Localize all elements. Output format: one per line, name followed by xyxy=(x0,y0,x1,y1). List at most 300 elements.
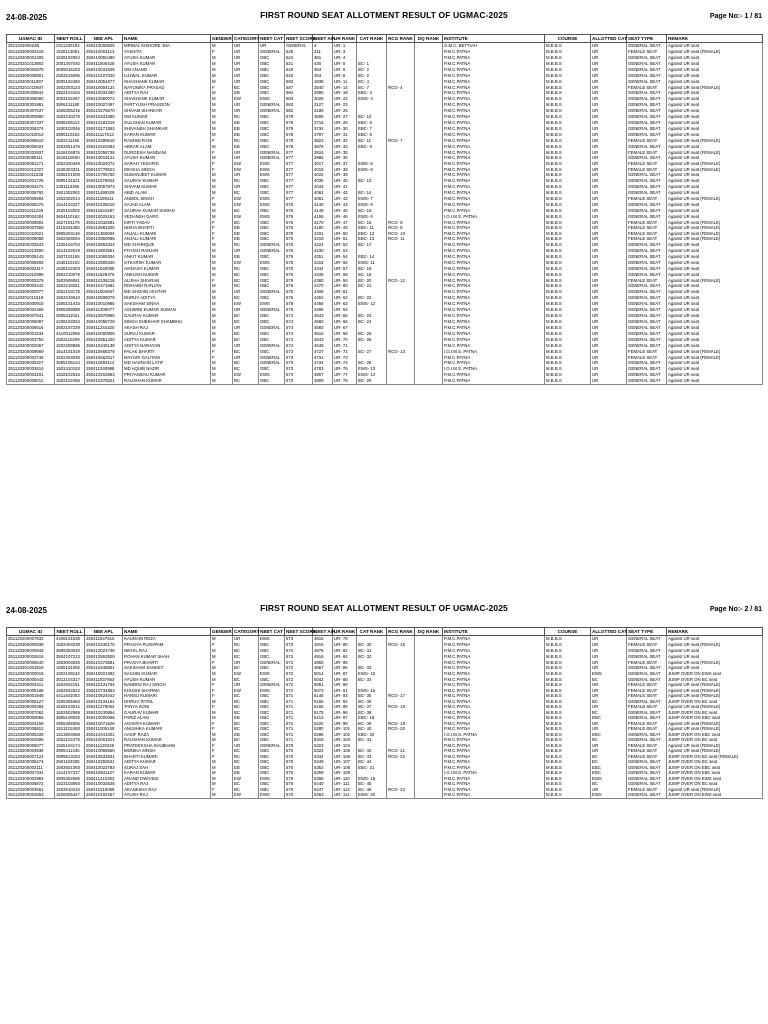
table-cell: JUMP OVER ON BC seat xyxy=(667,677,763,683)
table-cell: SHASHANK KUMAR xyxy=(123,96,211,102)
table-cell: UR xyxy=(591,704,627,710)
table-cell: GENERAL SEAT xyxy=(627,337,667,343)
table-cell: 251120200003442 xyxy=(7,283,55,289)
table-cell: 1525104174 xyxy=(55,743,85,749)
table-cell: 1514101019 xyxy=(55,349,85,355)
table-cell: M xyxy=(211,636,233,643)
table-cell: Against UR seat (FEMALE) xyxy=(667,693,763,699)
table-cell: 250410000905 xyxy=(85,331,123,337)
table-cell: RAUSHAN KUMAR xyxy=(123,378,211,385)
table-cell: JUMP OVER ON EWS seat xyxy=(667,776,763,782)
table-cell: 3604110182 xyxy=(55,214,85,220)
table-cell: 251120200202543 xyxy=(7,242,55,248)
table-cell: 1514102519 xyxy=(55,248,85,254)
table-cell: BC xyxy=(233,220,259,226)
table-cell: KAUNAIN REZA xyxy=(123,636,211,643)
table-cell: GENERAL SEAT xyxy=(627,307,667,313)
table-cell: 250410275670 xyxy=(85,108,123,114)
table-cell: 1516110550 xyxy=(55,155,85,161)
table-cell: KARAN KUMAR xyxy=(123,770,211,776)
table-cell: AKASH RAJ xyxy=(123,325,211,331)
table-cell: UR- 33 xyxy=(333,144,357,150)
table-cell: Against UR seat xyxy=(667,178,763,184)
table-cell: 1502209565 xyxy=(55,343,85,349)
table-cell: EBC- 4 xyxy=(357,90,387,96)
table-cell: BC- 15 xyxy=(357,208,387,214)
table-cell: UR- 54 xyxy=(333,254,357,260)
table-cell: 251120200308080 xyxy=(7,96,55,102)
column-header: INSTITUTE xyxy=(443,628,545,636)
table-cell: OBC xyxy=(259,313,285,319)
table-cell: OBC xyxy=(259,231,285,237)
table-cell: M xyxy=(211,283,233,289)
table-cell: M xyxy=(211,325,233,331)
table-cell: OBC xyxy=(259,79,285,85)
table-cell: GENERAL xyxy=(259,108,285,114)
table-cell: UR xyxy=(233,660,259,666)
table-cell: M.B.B.S xyxy=(545,144,591,150)
table-cell: P.M.C.PATNA xyxy=(443,313,545,319)
table-cell: 3905408306 xyxy=(55,721,85,727)
column-header: NEET ROLL xyxy=(56,36,83,41)
table-cell: M.B.B.S xyxy=(545,67,591,73)
table-cell: 250411410363 xyxy=(85,776,123,782)
table-cell: GENERAL SEAT xyxy=(627,792,667,798)
table-cell: 250410023783 xyxy=(85,765,123,771)
table-cell: UR xyxy=(591,85,627,91)
table-cell: BC xyxy=(233,378,259,385)
table-cell: EWS xyxy=(259,688,285,694)
table-cell: 5315 xyxy=(313,737,333,743)
table-cell: EW xyxy=(233,671,259,677)
table-cell: UR xyxy=(591,96,627,102)
table-cell: UR- 32 xyxy=(333,138,357,144)
table-cell: 250410505340 xyxy=(85,260,123,266)
table-cell: F xyxy=(211,754,233,760)
column-header: NEET CAT xyxy=(260,36,283,41)
table-cell: GENERAL SEAT xyxy=(627,126,667,132)
table-cell: P.M.C.PATNA xyxy=(443,360,545,366)
table-cell: 4727 xyxy=(313,349,333,355)
table-cell: 250410970868 xyxy=(85,313,123,319)
table-cell: 251120200002983 xyxy=(7,776,55,782)
table-cell: 250410071626 xyxy=(85,721,123,727)
table-cell: 250410050480 xyxy=(85,55,123,61)
table-cell: Against UR seat xyxy=(667,260,763,266)
table-cell: M.B.B.S xyxy=(545,61,591,67)
table-cell: P.M.C.PATNA xyxy=(443,178,545,184)
table-cell: GENERAL xyxy=(259,49,285,55)
table-cell: 573 xyxy=(285,636,313,643)
table-cell: 571 xyxy=(285,721,313,727)
table-cell: 1529104876 xyxy=(55,150,85,156)
table-cell: 575 xyxy=(285,295,313,301)
table-cell: EWS xyxy=(591,792,627,798)
table-cell: GENERAL SEAT xyxy=(627,266,667,272)
table-cell: RCG- 8 xyxy=(387,220,415,226)
table-cell: UR- 46 xyxy=(333,214,357,220)
table-cell: M xyxy=(211,202,233,208)
table-cell: EBC- 14 xyxy=(357,254,387,260)
table-cell: GENERAL xyxy=(259,307,285,313)
table-cell: AYUSH KUMAR xyxy=(123,155,211,161)
table-cell: GENERAL xyxy=(259,660,285,666)
table-cell: 251120200007062 xyxy=(7,710,55,716)
table-cell: Against UR seat (FEMALE) xyxy=(667,688,763,694)
table-cell: P.M.C.PATNA xyxy=(443,378,545,385)
table-cell: EWS- 13 xyxy=(357,366,387,372)
table-cell: 572 xyxy=(285,648,313,654)
table-cell: UR- 93 xyxy=(333,693,357,699)
column-header: SEAT TYPE xyxy=(627,628,667,636)
table-cell: 250410025163 xyxy=(85,214,123,220)
table-cell: BC- 25 xyxy=(357,331,387,337)
table-cell: GENERAL SEAT xyxy=(627,360,667,366)
table-cell: FEMALE SEAT xyxy=(627,349,667,355)
table-cell: 3902210078 xyxy=(55,272,85,278)
table-cell: GENERAL SEAT xyxy=(627,776,667,782)
table-cell: M.B.B.S xyxy=(545,765,591,771)
table-cell: GENERAL SEAT xyxy=(627,155,667,161)
table-cell: 576 xyxy=(285,214,313,220)
table-cell: UR xyxy=(233,184,259,190)
table-cell: 2208102034 xyxy=(55,319,85,325)
table-cell: GAURAV KUMAR xyxy=(123,710,211,716)
table-cell: 4411401003 xyxy=(55,693,85,699)
table-cell: P.M.C.PATNA xyxy=(443,743,545,749)
table-cell: RCG- 19 xyxy=(387,721,415,727)
table-cell: GENERAL SEAT xyxy=(627,759,667,765)
table-cell: M xyxy=(211,343,233,349)
table-cell: Against UR seat xyxy=(667,55,763,61)
table-cell: 251120200006376 xyxy=(7,202,55,208)
table-cell: EWS xyxy=(259,214,285,220)
table-cell: NIKHIL RAJ xyxy=(123,648,211,654)
table-cell: UR- 78 xyxy=(333,378,357,385)
table-cell: UR xyxy=(233,79,259,85)
column-header: DQ RANK xyxy=(415,35,443,43)
table-cell: UR xyxy=(591,349,627,355)
table-cell: 2540 xyxy=(313,85,333,91)
table-cell: VEDANSH GARG xyxy=(123,214,211,220)
table-cell: EWS- 20 xyxy=(357,792,387,798)
table-cell: M.B.B.S xyxy=(545,325,591,331)
table-cell xyxy=(387,792,415,798)
table-cell: 5453 xyxy=(313,792,333,798)
table-cell: BHARTI KUMARI xyxy=(123,754,211,760)
table-cell: EW xyxy=(233,301,259,307)
table-cell: UR- 113 xyxy=(333,787,357,793)
table-cell: SAKSHAM SANKET xyxy=(123,665,211,671)
table-cell: Against UR seat (FEMALE) xyxy=(667,196,763,202)
table-cell: JUMP OVER ON EBC seat xyxy=(667,770,763,776)
table-cell: 4916 xyxy=(313,654,333,660)
table-cell: M.B.B.S xyxy=(545,349,591,355)
table-cell: 1527101179 xyxy=(55,220,85,226)
table-cell: 5220 xyxy=(313,721,333,727)
table-cell: M xyxy=(211,331,233,337)
table-cell: EB xyxy=(233,765,259,771)
table-cell: OBC xyxy=(259,236,285,242)
table-cell: OBC xyxy=(259,781,285,787)
table-cell: 251120201010021 xyxy=(7,231,55,237)
table-cell: 251120200300880 xyxy=(7,114,55,120)
table-cell: GENERAL SEAT xyxy=(627,67,667,73)
table-cell: EB xyxy=(233,144,259,150)
table-cell: BC xyxy=(233,648,259,654)
table-cell: 575 xyxy=(285,278,313,284)
table-cell: BC- 45 xyxy=(357,781,387,787)
table-cell: P.M.C.PATNA xyxy=(443,161,545,167)
table-cell: UR xyxy=(591,114,627,120)
table-cell: P.M.C.PATNA xyxy=(443,96,545,102)
table-cell: Against UR seat xyxy=(667,96,763,102)
table-cell: EWS xyxy=(259,260,285,266)
column-header: CATEGORY xyxy=(234,629,260,634)
table-cell: 250410258739 xyxy=(85,150,123,156)
table-cell: ADITYA KUMAR xyxy=(123,759,211,765)
table-cell: UR- 58 xyxy=(333,272,357,278)
table-cell: 5156 xyxy=(313,699,333,705)
table-cell: EBC- 20 xyxy=(357,732,387,738)
table-cell: M.B.B.S xyxy=(545,214,591,220)
table-cell: 626 xyxy=(285,49,313,55)
table-cell: 250410021748 xyxy=(85,648,123,654)
table-cell: OBC xyxy=(259,699,285,705)
table-cell: BC xyxy=(233,759,259,765)
table-cell: M xyxy=(211,90,233,96)
table-cell: Against UR seat xyxy=(667,208,763,214)
table-cell: P.M.C.PATNA xyxy=(443,693,545,699)
table-cell: 250410034826 xyxy=(85,781,123,787)
table-cell: M.B.B.S xyxy=(545,787,591,793)
table-cell: 251120201012327 xyxy=(7,167,55,173)
table-cell: M.B.B.S xyxy=(545,660,591,666)
table-cell: 2502110209 xyxy=(55,337,85,343)
table-cell: P.M.C.PATNA xyxy=(443,787,545,793)
table-cell: FEMALE SEAT xyxy=(627,225,667,231)
table-cell: SACHIN KUMAR xyxy=(123,671,211,677)
table-cell: 1514104247 xyxy=(55,202,85,208)
table-cell: YASHITA xyxy=(123,49,211,55)
table-cell: 251120200004304 xyxy=(7,214,55,220)
table-cell: Against UR seat xyxy=(667,295,763,301)
table-cell: GENERAL SEAT xyxy=(627,710,667,716)
table-cell: 251120201001725 xyxy=(7,178,55,184)
table-cell: UR xyxy=(591,301,627,307)
table-cell: RCG- 17 xyxy=(387,693,415,699)
table-cell: M xyxy=(211,337,233,343)
table-cell: UR- 39 xyxy=(333,172,357,178)
page-number: Page No:- 2 / 81 xyxy=(709,606,762,613)
table-cell: 250410230854 xyxy=(85,710,123,716)
table-cell: UR xyxy=(259,43,285,50)
table-cell: 251120200002875 xyxy=(7,67,55,73)
table-cell: P.M.C.PATNA xyxy=(443,184,545,190)
table-cell: 571 xyxy=(285,710,313,716)
table-cell: OBC xyxy=(259,114,285,120)
table-cell: EWS xyxy=(591,776,627,782)
table-cell: F xyxy=(211,161,233,167)
table-cell: GENERAL SEAT xyxy=(627,102,667,108)
table-cell: 3905205114 xyxy=(55,120,85,126)
table-cell: 3924 xyxy=(313,150,333,156)
table-cell: 250410441601 xyxy=(85,732,123,738)
table-cell: M xyxy=(211,378,233,385)
table-cell: JUMP OVER ON BC seat xyxy=(667,737,763,743)
table-cell: UR- 50 xyxy=(333,231,357,237)
table-cell: M.B.B.S xyxy=(545,155,591,161)
table-cell: P.M.C.PATNA xyxy=(443,150,545,156)
table-cell: 1513102493 xyxy=(55,726,85,732)
table-cell: 3905411436 xyxy=(55,748,85,754)
table-cell: UR- 22 xyxy=(333,96,357,102)
table-cell: UR xyxy=(591,372,627,378)
table-cell: 3905311021 xyxy=(55,313,85,319)
table-cell: FEMALE SEAT xyxy=(627,693,667,699)
report-date: 24-08-2025 xyxy=(6,606,47,615)
table-cell: GENERAL SEAT xyxy=(627,202,667,208)
table-cell: UR- 71 xyxy=(333,343,357,349)
table-cell: UR- 42 xyxy=(333,190,357,196)
table-cell: UR- 49 xyxy=(333,225,357,231)
table-cell: BC xyxy=(233,642,259,648)
table-cell: MONIKA SINGH xyxy=(123,748,211,754)
table-cell: EBC- 7 xyxy=(357,126,387,132)
table-cell: M.B.B.S xyxy=(545,150,591,156)
table-cell: BC- 7 xyxy=(357,85,387,91)
table-cell: UR xyxy=(591,242,627,248)
table-cell: 5352 xyxy=(313,765,333,771)
table-cell: 251120200003661 xyxy=(7,787,55,793)
table-cell: EWS- 16 xyxy=(357,688,387,694)
table-cell: 575 xyxy=(285,260,313,266)
table-cell: BC- 35 xyxy=(357,693,387,699)
table-cell: 4648 xyxy=(313,343,333,349)
table-cell: OBC xyxy=(259,677,285,683)
table-cell: 571 xyxy=(285,726,313,732)
table-cell: M xyxy=(211,102,233,108)
table-cell: M xyxy=(211,765,233,771)
table-cell: P.M.C.PATNA xyxy=(443,372,545,378)
table-cell: 5175 xyxy=(313,710,333,716)
table-cell: P.M.C.PATNA xyxy=(443,225,545,231)
table-cell: GENERAL SEAT xyxy=(627,208,667,214)
table-cell: UR- 76 xyxy=(333,366,357,372)
table-cell: ANUSHKA KUMARI xyxy=(123,726,211,732)
table-cell: GENERAL SEAT xyxy=(627,61,667,67)
table-cell: GENERAL SEAT xyxy=(627,242,667,248)
table-cell: GENERAL SEAT xyxy=(627,765,667,771)
table-cell: M.B.B.S xyxy=(545,231,591,237)
table-cell: GENERAL xyxy=(259,242,285,248)
table-cell: JUMP OVER ON EWS seat xyxy=(667,671,763,677)
table-cell: P.M.C.PATNA xyxy=(443,765,545,771)
table-cell: P.M.C.PATNA xyxy=(443,55,545,61)
table-cell: Against UR seat xyxy=(667,155,763,161)
table-cell: OBC xyxy=(259,726,285,732)
table-cell: 250410245175 xyxy=(85,642,123,648)
table-cell: 1502102455 xyxy=(55,378,85,385)
table-cell: 572 xyxy=(285,671,313,677)
table-cell: ANJALI KUMARI xyxy=(123,231,211,237)
table-cell: UR xyxy=(233,49,259,55)
table-cell: 574 xyxy=(285,319,313,325)
table-cell: 1502502589 xyxy=(55,710,85,716)
table-cell: M.B.B.S xyxy=(545,132,591,138)
table-cell: BC- 39 xyxy=(357,721,387,727)
table-cell: M.B.B.S xyxy=(545,748,591,754)
table-cell: OBC xyxy=(259,648,285,654)
table-cell: Against UR seat xyxy=(667,366,763,372)
table-cell: FEMALE SEAT xyxy=(627,688,667,694)
table-cell: M.B.B.S xyxy=(545,114,591,120)
table-cell: 250411120248 xyxy=(85,743,123,749)
table-cell: M.B.B.S xyxy=(545,677,591,683)
table-cell: Against UR seat xyxy=(667,319,763,325)
table-cell: EW xyxy=(233,214,259,220)
table-cell: P.M.C.PATNA xyxy=(443,699,545,705)
table-cell: 579 xyxy=(285,126,313,132)
table-cell: UR- 28 xyxy=(333,120,357,126)
table-cell: M xyxy=(211,120,233,126)
table-cell: P.M.C.PATNA xyxy=(443,114,545,120)
table-cell: 250412065304 xyxy=(85,254,123,260)
table-cell: EBC- 18 xyxy=(357,715,387,721)
page-number: Page No:- 1 / 81 xyxy=(709,13,762,20)
table-cell: Against UR seat xyxy=(667,144,763,150)
table-cell: BC- 34 xyxy=(357,677,387,683)
table-cell: 577 xyxy=(285,150,313,156)
table-cell: M.B.B.S xyxy=(545,710,591,716)
table-cell: 250410182319 xyxy=(85,120,123,126)
table-cell: M.B.B.S xyxy=(545,283,591,289)
table-cell: P.M.C.PATNA xyxy=(443,231,545,237)
table-cell: SHIVAM SHANKAR xyxy=(123,108,211,114)
table-cell: 251120200006905 xyxy=(7,260,55,266)
table-cell: UR- 25 xyxy=(333,108,357,114)
table-cell: 4022 xyxy=(313,172,333,178)
table-cell: Against UR seat xyxy=(667,254,763,260)
table-cell: EBC xyxy=(591,732,627,738)
table-cell: GENERAL SEAT xyxy=(627,378,667,385)
table-cell: BC xyxy=(233,710,259,716)
table-cell: 250410803661 xyxy=(85,248,123,254)
table-cell: 576 xyxy=(285,231,313,237)
table-cell: 576 xyxy=(285,225,313,231)
table-cell: GENERAL xyxy=(259,150,285,156)
table-cell: 250410060072 xyxy=(85,96,123,102)
table-cell: UR xyxy=(591,214,627,220)
table-cell: UR xyxy=(233,43,259,50)
table-cell: 1502506061 xyxy=(55,278,85,284)
table-cell: GENERAL SEAT xyxy=(627,301,667,307)
table-cell: 4616 xyxy=(313,331,333,337)
table-cell: UR- 11 xyxy=(333,79,357,85)
table-cell: UR- 94 xyxy=(333,699,357,705)
table-cell: UR- 82 xyxy=(333,648,357,654)
table-cell: 250410010985 xyxy=(85,301,123,307)
table-cell: FARIZ ALAM xyxy=(123,715,211,721)
table-cell: F xyxy=(211,220,233,226)
table-cell: 2301113356 xyxy=(55,184,85,190)
table-cell: M.B.B.S xyxy=(545,196,591,202)
table-cell: UR xyxy=(591,289,627,295)
table-cell: 620 xyxy=(285,67,313,73)
table-cell: M.B.B.S xyxy=(545,366,591,372)
table-cell: GENERAL SEAT xyxy=(627,289,667,295)
table-cell: P.M.C.PATNA xyxy=(443,682,545,688)
